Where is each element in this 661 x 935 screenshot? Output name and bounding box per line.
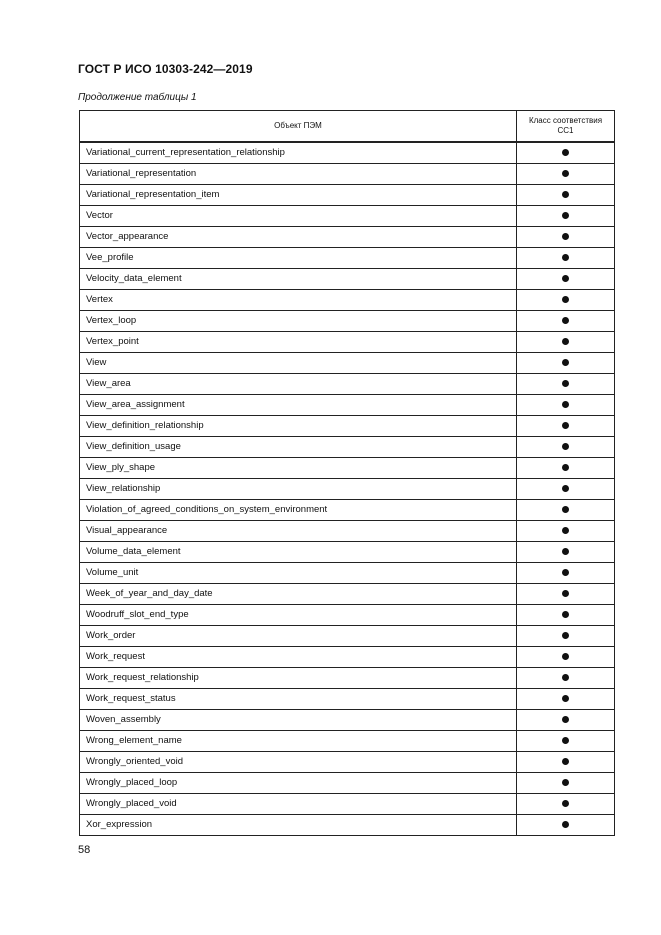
object-name-cell: Work_order [80,626,517,647]
table-row [80,353,615,374]
table-row [80,773,615,794]
table-row [80,752,615,773]
object-name-cell: Vertex [80,290,517,311]
filled-circle-icon [562,254,569,261]
object-name-cell: Vector [80,206,517,227]
table-row [80,374,615,395]
table-row [80,794,615,815]
table-row [80,626,615,647]
object-name-cell: Violation_of_agreed_conditions_on_system_environment [80,500,517,521]
table-row [80,142,615,164]
filled-circle-icon [562,590,569,597]
filled-circle-icon [562,758,569,765]
filled-circle-icon [562,149,569,156]
filled-circle-icon [562,191,569,198]
filled-circle-icon [562,779,569,786]
object-name-cell: Woodruff_slot_end_type [80,605,517,626]
conformance-mark-cell [517,374,615,395]
conformance-mark-cell [517,185,615,206]
object-name-cell: Variational_current_representation_relationship [80,142,517,164]
table-header-row [80,111,615,143]
conformance-mark-cell [517,479,615,500]
filled-circle-icon [562,338,569,345]
object-name-cell: Wrongly_oriented_void [80,752,517,773]
table-row [80,689,615,710]
document-header: ГОСТ Р ИСО 10303-242—2019 [78,62,253,76]
object-name-cell: View_definition_usage [80,437,517,458]
table-row [80,395,615,416]
table-row [80,500,615,521]
object-name-cell: Week_of_year_and_day_date [80,584,517,605]
table-row [80,227,615,248]
object-name-cell: Volume_unit [80,563,517,584]
object-name-cell: View_definition_relationship [80,416,517,437]
table-row [80,269,615,290]
table-row [80,647,615,668]
conformance-mark-cell [517,689,615,710]
conformance-mark-cell [517,416,615,437]
table-row [80,164,615,185]
page-number: 58 [78,844,91,856]
filled-circle-icon [562,674,569,681]
filled-circle-icon [562,527,569,534]
filled-circle-icon [562,737,569,744]
filled-circle-icon [562,632,569,639]
object-name-cell: Velocity_data_element [80,269,517,290]
conformance-mark-cell [517,164,615,185]
object-name-cell: Vector_appearance [80,227,517,248]
filled-circle-icon [562,296,569,303]
object-name-cell: Work_request [80,647,517,668]
conformance-mark-cell [517,142,615,164]
conformance-mark-cell [517,794,615,815]
object-name-cell: Work_request_relationship [80,668,517,689]
conformance-mark-cell [517,290,615,311]
filled-circle-icon [562,653,569,660]
filled-circle-icon [562,233,569,240]
table-row [80,542,615,563]
table-caption: Продолжение таблицы 1 [78,92,197,103]
conformance-mark-cell [517,563,615,584]
table-container [79,110,614,836]
conformance-mark-cell [517,500,615,521]
object-name-cell: Variational_representation_item [80,185,517,206]
filled-circle-icon [562,800,569,807]
conformance-mark-cell [517,521,615,542]
table-row [80,416,615,437]
table-row [80,332,615,353]
filled-circle-icon [562,569,569,576]
table-row [80,311,615,332]
filled-circle-icon [562,611,569,618]
filled-circle-icon [562,401,569,408]
object-name-cell: Vee_profile [80,248,517,269]
object-name-cell: Variational_representation [80,164,517,185]
object-name-cell: Xor_expression [80,815,517,836]
object-name-cell: Vertex_point [80,332,517,353]
column-header-class-line1: Класс соответствия [528,116,603,125]
conformance-mark-cell [517,311,615,332]
table-row [80,185,615,206]
filled-circle-icon [562,821,569,828]
conformance-mark-cell [517,206,615,227]
conformance-mark-cell [517,353,615,374]
conformance-mark-cell [517,668,615,689]
conformance-mark-cell [517,731,615,752]
object-name-cell: Work_request_status [80,689,517,710]
conformance-mark-cell [517,395,615,416]
object-name-cell: View [80,353,517,374]
conformance-mark-cell [517,773,615,794]
table-row [80,479,615,500]
conformance-mark-cell [517,752,615,773]
conformance-mark-cell [517,584,615,605]
conformance-table [79,110,615,836]
conformance-mark-cell [517,227,615,248]
column-header-conformance-class [517,111,615,143]
table-row [80,437,615,458]
table-row [80,584,615,605]
filled-circle-icon [562,716,569,723]
filled-circle-icon [562,506,569,513]
table-row [80,290,615,311]
table-row [80,563,615,584]
table-body [80,142,615,836]
conformance-mark-cell [517,542,615,563]
conformance-mark-cell [517,647,615,668]
table-row [80,521,615,542]
conformance-mark-cell [517,458,615,479]
object-name-cell: Wrongly_placed_loop [80,773,517,794]
filled-circle-icon [562,212,569,219]
table-row [80,206,615,227]
table-row [80,605,615,626]
table-row [80,710,615,731]
conformance-mark-cell [517,437,615,458]
filled-circle-icon [562,548,569,555]
object-name-cell: View_area_assignment [80,395,517,416]
conformance-mark-cell [517,248,615,269]
object-name-cell: Wrong_element_name [80,731,517,752]
filled-circle-icon [562,443,569,450]
filled-circle-icon [562,359,569,366]
conformance-mark-cell [517,605,615,626]
conformance-mark-cell [517,269,615,290]
column-header-class-line2: СС1 [557,126,574,135]
column-header-object: Объект ПЭМ [80,111,517,143]
table-row [80,458,615,479]
filled-circle-icon [562,275,569,282]
filled-circle-icon [562,485,569,492]
filled-circle-icon [562,695,569,702]
table-row [80,248,615,269]
object-name-cell: Woven_assembly [80,710,517,731]
object-name-cell: Wrongly_placed_void [80,794,517,815]
filled-circle-icon [562,464,569,471]
filled-circle-icon [562,380,569,387]
object-name-cell: Visual_appearance [80,521,517,542]
object-name-cell: Vertex_loop [80,311,517,332]
conformance-mark-cell [517,815,615,836]
table-row [80,668,615,689]
conformance-mark-cell [517,710,615,731]
object-name-cell: View_ply_shape [80,458,517,479]
table-row [80,815,615,836]
object-name-cell: View_area [80,374,517,395]
object-name-cell: Volume_data_element [80,542,517,563]
conformance-mark-cell [517,626,615,647]
conformance-mark-cell [517,332,615,353]
filled-circle-icon [562,170,569,177]
filled-circle-icon [562,317,569,324]
object-name-cell: View_relationship [80,479,517,500]
filled-circle-icon [562,422,569,429]
table-row [80,731,615,752]
